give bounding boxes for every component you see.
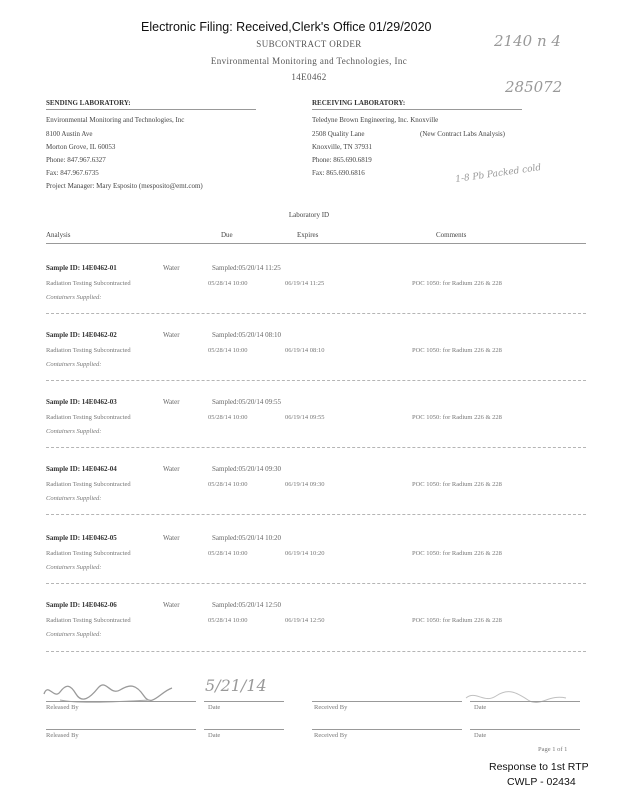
date-line (204, 729, 284, 730)
sample-due: 05/28/14 10:00 (208, 414, 248, 421)
date-label: Date (474, 732, 487, 739)
sample-sampled: Sampled:05/20/14 11:25 (212, 264, 281, 272)
date-label: Date (208, 704, 221, 711)
date-line (470, 729, 580, 730)
handwritten-note-top: 2140 n 4 (494, 32, 561, 50)
sample-divider (46, 380, 586, 381)
sample-containers: Containers Supplied: (46, 495, 102, 502)
released-by-label: Released By (46, 704, 79, 711)
sample-divider (46, 447, 586, 448)
sample-sampled: Sampled:05/20/14 09:30 (212, 465, 282, 473)
column-header-due: Due (221, 231, 233, 239)
sample-expires: 06/19/14 08:10 (285, 347, 325, 354)
sample-matrix: Water (163, 601, 180, 609)
sample-due: 05/28/14 10:00 (208, 347, 248, 354)
sample-comments: POC 1050: for Radium 226 & 228 (412, 550, 502, 557)
sample-matrix: Water (163, 534, 180, 542)
handwritten-number: 285072 (505, 78, 563, 96)
sending-lab-line: Fax: 847.967.6735 (46, 169, 99, 177)
sample-comments: POC 1050: for Radium 226 & 228 (412, 617, 502, 624)
receiving-lab-underline (312, 109, 522, 110)
sample-sampled: Sampled:05/20/14 12:50 (212, 601, 282, 609)
released-by-line (46, 729, 196, 730)
sample-due: 05/28/14 10:00 (208, 280, 248, 287)
footer-bates-number: CWLP - 02434 (507, 776, 576, 788)
received-by-line (312, 701, 462, 702)
sample-analysis: Radiation Testing Subcontracted (46, 280, 131, 287)
sample-id: Sample ID: 14E0462-01 (46, 264, 117, 272)
page-number: Page 1 of 1 (538, 746, 568, 753)
sample-due: 05/28/14 10:00 (208, 550, 248, 557)
sample-containers: Containers Supplied: (46, 361, 102, 368)
sample-containers: Containers Supplied: (46, 294, 102, 301)
filing-stamp: Electronic Filing: Received,Clerk's Office 01/29/2020 (141, 20, 432, 34)
sample-analysis: Radiation Testing Subcontracted (46, 617, 131, 624)
sample-divider (46, 313, 586, 314)
handwritten-signature-date: 5/21/14 (205, 676, 267, 695)
sending-lab-underline (46, 109, 256, 110)
handwritten-packed-note: 1-8 Pb Packed cold (454, 163, 542, 185)
sample-due: 05/28/14 10:00 (208, 481, 248, 488)
sending-lab-line: Morton Grove, IL 60053 (46, 143, 116, 151)
sending-lab-line: Environmental Monitoring and Technologies, Inc (46, 116, 185, 124)
released-by-label: Released By (46, 732, 79, 739)
receiving-lab-line: Fax: 865.690.6816 (312, 169, 365, 177)
date-label: Date (474, 704, 487, 711)
sample-analysis: Radiation Testing Subcontracted (46, 347, 131, 354)
sample-comments: POC 1050: for Radium 226 & 228 (412, 280, 502, 287)
sample-comments: POC 1050: for Radium 226 & 228 (412, 481, 502, 488)
sample-matrix: Water (163, 264, 180, 272)
sample-expires: 06/19/14 10:20 (285, 550, 325, 557)
receiving-lab-line: Knoxville, TN 37931 (312, 143, 372, 151)
receiving-lab-line: Teledyne Brown Engineering, Inc. Knoxville (312, 116, 439, 124)
date-label: Date (208, 732, 221, 739)
sample-analysis: Radiation Testing Subcontracted (46, 481, 131, 488)
sample-due: 05/28/14 10:00 (208, 617, 248, 624)
sample-matrix: Water (163, 465, 180, 473)
released-by-line (46, 701, 196, 702)
sample-analysis: Radiation Testing Subcontracted (46, 414, 131, 421)
sample-comments: POC 1050: for Radium 226 & 228 (412, 414, 502, 421)
sample-containers: Containers Supplied: (46, 631, 102, 638)
sample-sampled: Sampled:05/20/14 10:20 (212, 534, 282, 542)
sample-id: Sample ID: 14E0462-06 (46, 601, 117, 609)
sample-divider (46, 514, 586, 515)
date-line (470, 701, 580, 702)
receiving-lab-note: (New Contract Labs Analysis) (420, 130, 505, 138)
section-title: Laboratory ID (288, 211, 330, 219)
date-line (204, 701, 284, 702)
received-by-label: Received By (314, 732, 348, 739)
sample-sampled: Sampled:05/20/14 08:10 (212, 331, 282, 339)
sample-comments: POC 1050: for Radium 226 & 228 (412, 347, 502, 354)
sample-containers: Containers Supplied: (46, 428, 102, 435)
receiving-lab-heading: RECEIVING LABORATORY: (312, 99, 406, 107)
sample-divider (46, 651, 586, 652)
receiving-lab-line: 2508 Quality Lane (312, 130, 365, 138)
sending-lab-heading: SENDING LABORATORY: (46, 99, 131, 107)
sending-lab-line: 8100 Austin Ave (46, 130, 93, 138)
sending-lab-line: Phone: 847.967.6327 (46, 156, 106, 164)
company-name: Environmental Monitoring and Technologies, Inc (210, 56, 408, 66)
sample-id: Sample ID: 14E0462-04 (46, 465, 117, 473)
sample-expires: 06/19/14 12:50 (285, 617, 325, 624)
column-header-comments: Comments (436, 231, 467, 239)
sample-id: Sample ID: 14E0462-02 (46, 331, 117, 339)
order-id: 14E0462 (291, 72, 327, 82)
sample-sampled: Sampled:05/20/14 09:55 (212, 398, 282, 406)
sample-matrix: Water (163, 331, 180, 339)
received-by-line (312, 729, 462, 730)
sample-id: Sample ID: 14E0462-05 (46, 534, 117, 542)
sample-expires: 06/19/14 09:55 (285, 414, 325, 421)
sample-analysis: Radiation Testing Subcontracted (46, 550, 131, 557)
project-manager: Project Manager: Mary Esposito (mesposito@emt.com) (46, 182, 203, 190)
receiving-lab-line: Phone: 865.690.6819 (312, 156, 372, 164)
header-rule (46, 243, 586, 244)
received-by-label: Received By (314, 704, 348, 711)
sample-matrix: Water (163, 398, 180, 406)
sample-containers: Containers Supplied: (46, 564, 102, 571)
footer-response: Response to 1st RTP (489, 761, 589, 773)
column-header-expires: Expires (297, 231, 319, 239)
sample-id: Sample ID: 14E0462-03 (46, 398, 117, 406)
sample-divider (46, 583, 586, 584)
column-header-analysis: Analysis (46, 231, 71, 239)
sample-expires: 06/19/14 11:25 (285, 280, 325, 287)
form-title: SUBCONTRACT ORDER (256, 39, 362, 49)
sample-expires: 06/19/14 09:30 (285, 481, 325, 488)
